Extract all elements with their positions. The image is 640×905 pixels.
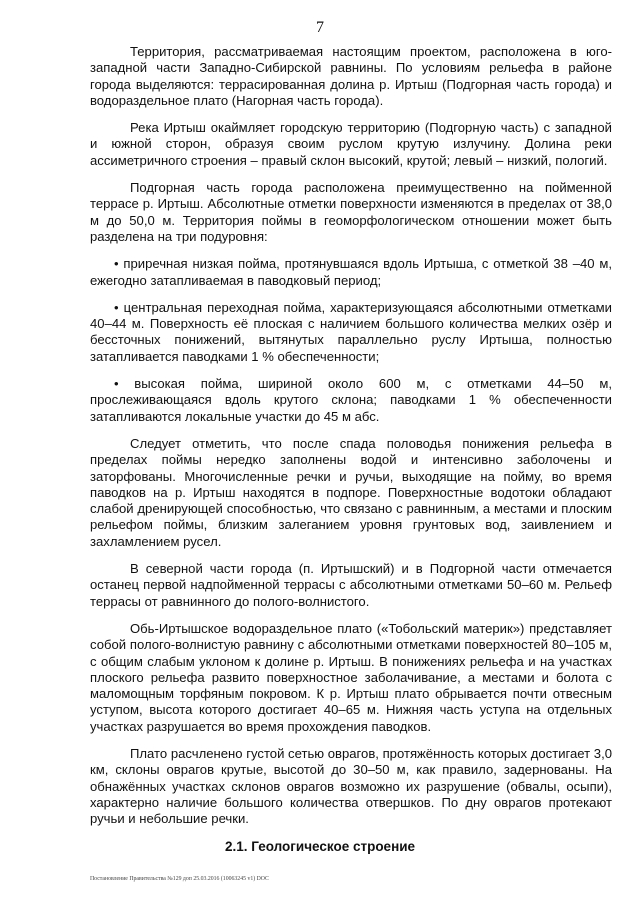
paragraph: Обь-Иртышское водораздельное плато («Тобольский материк») представляет собой полого-волнистую равнину с абсолютными отметками поверхностей 80–105 м, с общим слабым уклоном к долине р. Иртыш. В понижениях рельефа и на участках плоского рельефа развито поверхностное заболачивание, а местами и болота с маломощным торфяным покровом. К р. Иртыш плато обрывается почти отвесным уступом, высота которого достигает 40–65 м. Нижняя часть уступа на отдельных участках разрушается во время прохождения паводков.: [90, 620, 612, 734]
bullet-item: • высокая пойма, шириной около 600 м, с отметками 44–50 м, прослеживающаяся вдоль крутого склона; паводками 1 % обеспеченности затапливаются локальные участки до 45 м абс.: [90, 376, 612, 424]
paragraph: Плато расчленено густой сетью оврагов, протяжённость которых достигает 3,0 км, склоны оврагов крутые, высотой до 30–50 м, как правило, задернованы. На обнажённых участках склонов оврагов возможно их разрушение (обвалы, осыпи), характерно наличие большого количества отвершков. По дну оврагов протекают ручьи и небольшие речки.: [90, 745, 612, 827]
paragraph: В северной части города (п. Иртышский) и в Подгорной части отмечается останец первой надпойменной террасы с абсолютными отметками 50–60 м. Рельеф террасы от равнинного до полого-волнистого.: [90, 561, 612, 609]
paragraph: Территория, рассматриваемая настоящим проектом, расположена в юго-западной части Западно-Сибирской равнины. По условиям рельефа в районе города выделяются: террасированная долина р. Иртыш (Подгорная часть города) и водораздельное плато (Нагорная часть города).: [90, 44, 612, 108]
bullet-item: • приречная низкая пойма, протянувшаяся вдоль Иртыша, с отметкой 38 –40 м, ежегодно затапливаемая в паводковый период;: [90, 256, 612, 288]
page-number: 7: [316, 19, 324, 36]
document-footer: Постановление Правительства №129 доп 25.03.2016 (10063245 v1) DOC: [90, 876, 269, 882]
bullet-item: • центральная переходная пойма, характеризующаяся абсолютными отметками 40–44 м. Поверхность её плоская с наличием большого количества мелких озёр и бессточных понижений, вытянутых параллельно руслу Иртыша, полностью затапливается паводками 1 % обеспеченности;: [90, 299, 612, 364]
section-heading: 2.1. Геологическое строение: [224, 839, 416, 854]
paragraph: Подгорная часть города расположена преимущественно на пойменной террасе р. Иртыш. Абсолютные отметки поверхности изменяются в пределах от 38,0 м до 50,0 м. Территория поймы в геоморфологическом отношении может быть разделена на три подуровня:: [90, 180, 612, 244]
document-body: [90, 44, 612, 838]
paragraph: Река Иртыш окаймляет городскую территорию (Подгорную часть) с западной и южной сторон, образуя своим руслом крутую излучину. Долина реки ассиметричного строения – правый склон высокий, крутой; левый – низкий, пологий.: [90, 120, 612, 168]
paragraph: Следует отметить, что после спада половодья понижения рельефа в пределах поймы нередко заполнены водой и интенсивно заболочены и заторфованы. Многочисленные речки и ручьи, выходящие на пойму, во время паводков на р. Иртыш находятся в подпоре. Поверхностные водотоки обладают слабой дренирующей способностью, что связано с равнинным, а местами и плоским рельефом поймы, близким залеганием уровня грунтовых вод, заивлением и захламлением русел.: [90, 435, 612, 549]
